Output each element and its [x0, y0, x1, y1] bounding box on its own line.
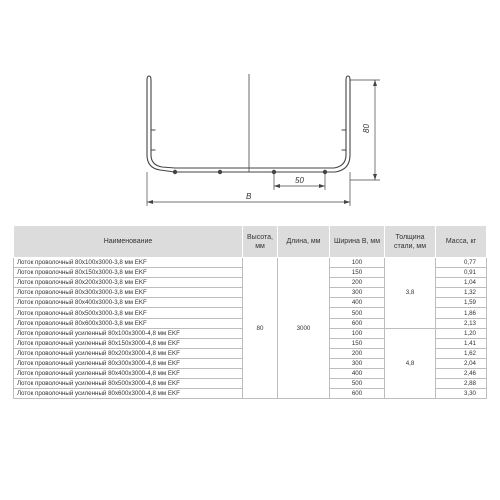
cell-name: Лоток проволочный усиленный 80x500x3000-4,8 мм EKF [14, 379, 243, 389]
cell-mass: 2,88 [436, 379, 487, 389]
cell-name: Лоток проволочный 80x400x3000-3,8 мм EKF [14, 298, 243, 308]
cell-mass: 0,91 [436, 268, 487, 278]
tray-left-wall-inner [151, 80, 175, 168]
cell-name: Лоток проволочный 80x200x3000-3,8 мм EKF [14, 278, 243, 288]
cell-mass: 2,46 [436, 369, 487, 379]
cell-width: 600 [330, 318, 385, 328]
table-body [14, 258, 487, 399]
cell-width: 300 [330, 358, 385, 368]
cell-width: 100 [330, 328, 385, 338]
cell-width: 500 [330, 308, 385, 318]
cell-mass: 1,86 [436, 308, 487, 318]
height-arrow-top [373, 80, 377, 86]
width-arrow-left [147, 200, 153, 204]
cell-height-merged: 80 [243, 258, 278, 399]
width-arrow-right [344, 200, 350, 204]
cell-width: 500 [330, 379, 385, 389]
cell-name: Лоток проволочный усиленный 80x400x3000-4,8 мм EKF [14, 369, 243, 379]
table-header-row [14, 226, 487, 258]
wire-dot [218, 170, 222, 174]
cell-thickness-merged: 3,8 [385, 258, 436, 329]
cell-width: 200 [330, 348, 385, 358]
header-mass: Масса, кг [436, 226, 487, 258]
tray-right-wall-outer [330, 80, 350, 172]
cell-name: Лоток проволочный усиленный 80x100x3000-4,8 мм EKF [14, 328, 243, 338]
cell-mass: 1,62 [436, 348, 487, 358]
cell-width: 400 [330, 369, 385, 379]
cell-thickness-merged: 4,8 [385, 328, 436, 399]
tray-left-bars [151, 130, 155, 150]
cell-width: 600 [330, 389, 385, 399]
cell-width: 200 [330, 278, 385, 288]
tray-left-top-loop [147, 76, 151, 80]
header-length: Длина, мм [278, 226, 330, 258]
cell-mass: 0,77 [436, 258, 487, 268]
cell-width: 300 [330, 288, 385, 298]
cell-mass: 2,04 [436, 358, 487, 368]
tray-right-top-loop [346, 76, 350, 80]
cell-name: Лоток проволочный 80x100x3000-3,8 мм EKF [14, 258, 243, 268]
cell-name: Лоток проволочный 80x500x3000-3,8 мм EKF [14, 308, 243, 318]
cell-width: 400 [330, 298, 385, 308]
table-row [14, 258, 487, 268]
cell-name: Лоток проволочный 80x600x3000-3,8 мм EKF [14, 318, 243, 328]
cell-name: Лоток проволочный усиленный 80x300x3000-4,8 мм EKF [14, 358, 243, 368]
dim-label-width: B [246, 192, 252, 201]
cell-name: Лоток проволочный 80x150x3000-3,8 мм EKF [14, 268, 243, 278]
cell-mass: 3,30 [436, 389, 487, 399]
header-width: Ширина B, мм [330, 226, 385, 258]
cell-name: Лоток проволочный усиленный 80x200x3000-4,8 мм EKF [14, 348, 243, 358]
cell-name: Лоток проволочный усиленный 80x150x3000-4,8 мм EKF [14, 338, 243, 348]
header-name: Наименование [14, 226, 243, 258]
tray-drawing [0, 0, 500, 220]
cell-mass: 1,32 [436, 288, 487, 298]
tray-cross-section-svg [0, 0, 500, 220]
cell-width: 150 [330, 338, 385, 348]
cell-width: 100 [330, 258, 385, 268]
cell-name: Лоток проволочный усиленный 80x600x3000-4,8 мм EKF [14, 389, 243, 399]
cell-mass: 2,13 [436, 318, 487, 328]
cell-mass: 1,20 [436, 328, 487, 338]
cell-name: Лоток проволочный 80x300x3000-3,8 мм EKF [14, 288, 243, 298]
wire-dot [173, 170, 177, 174]
tray-right-wall-inner [330, 80, 346, 168]
tray-right-bars [342, 130, 346, 150]
offset-arrow-right [319, 184, 325, 188]
cell-mass: 1,59 [436, 298, 487, 308]
header-height: Высота, мм [243, 226, 278, 258]
cell-length-merged: 3000 [278, 258, 330, 399]
dim-label-offset: 50 [295, 176, 304, 185]
cell-width: 150 [330, 268, 385, 278]
dim-label-height: 80 [361, 124, 371, 133]
offset-arrow-left [274, 184, 280, 188]
header-thickness: Толщина стали, мм [385, 226, 436, 258]
height-arrow-bottom [373, 174, 377, 180]
spec-table [13, 225, 487, 399]
cell-mass: 1,04 [436, 278, 487, 288]
cell-mass: 1,41 [436, 338, 487, 348]
